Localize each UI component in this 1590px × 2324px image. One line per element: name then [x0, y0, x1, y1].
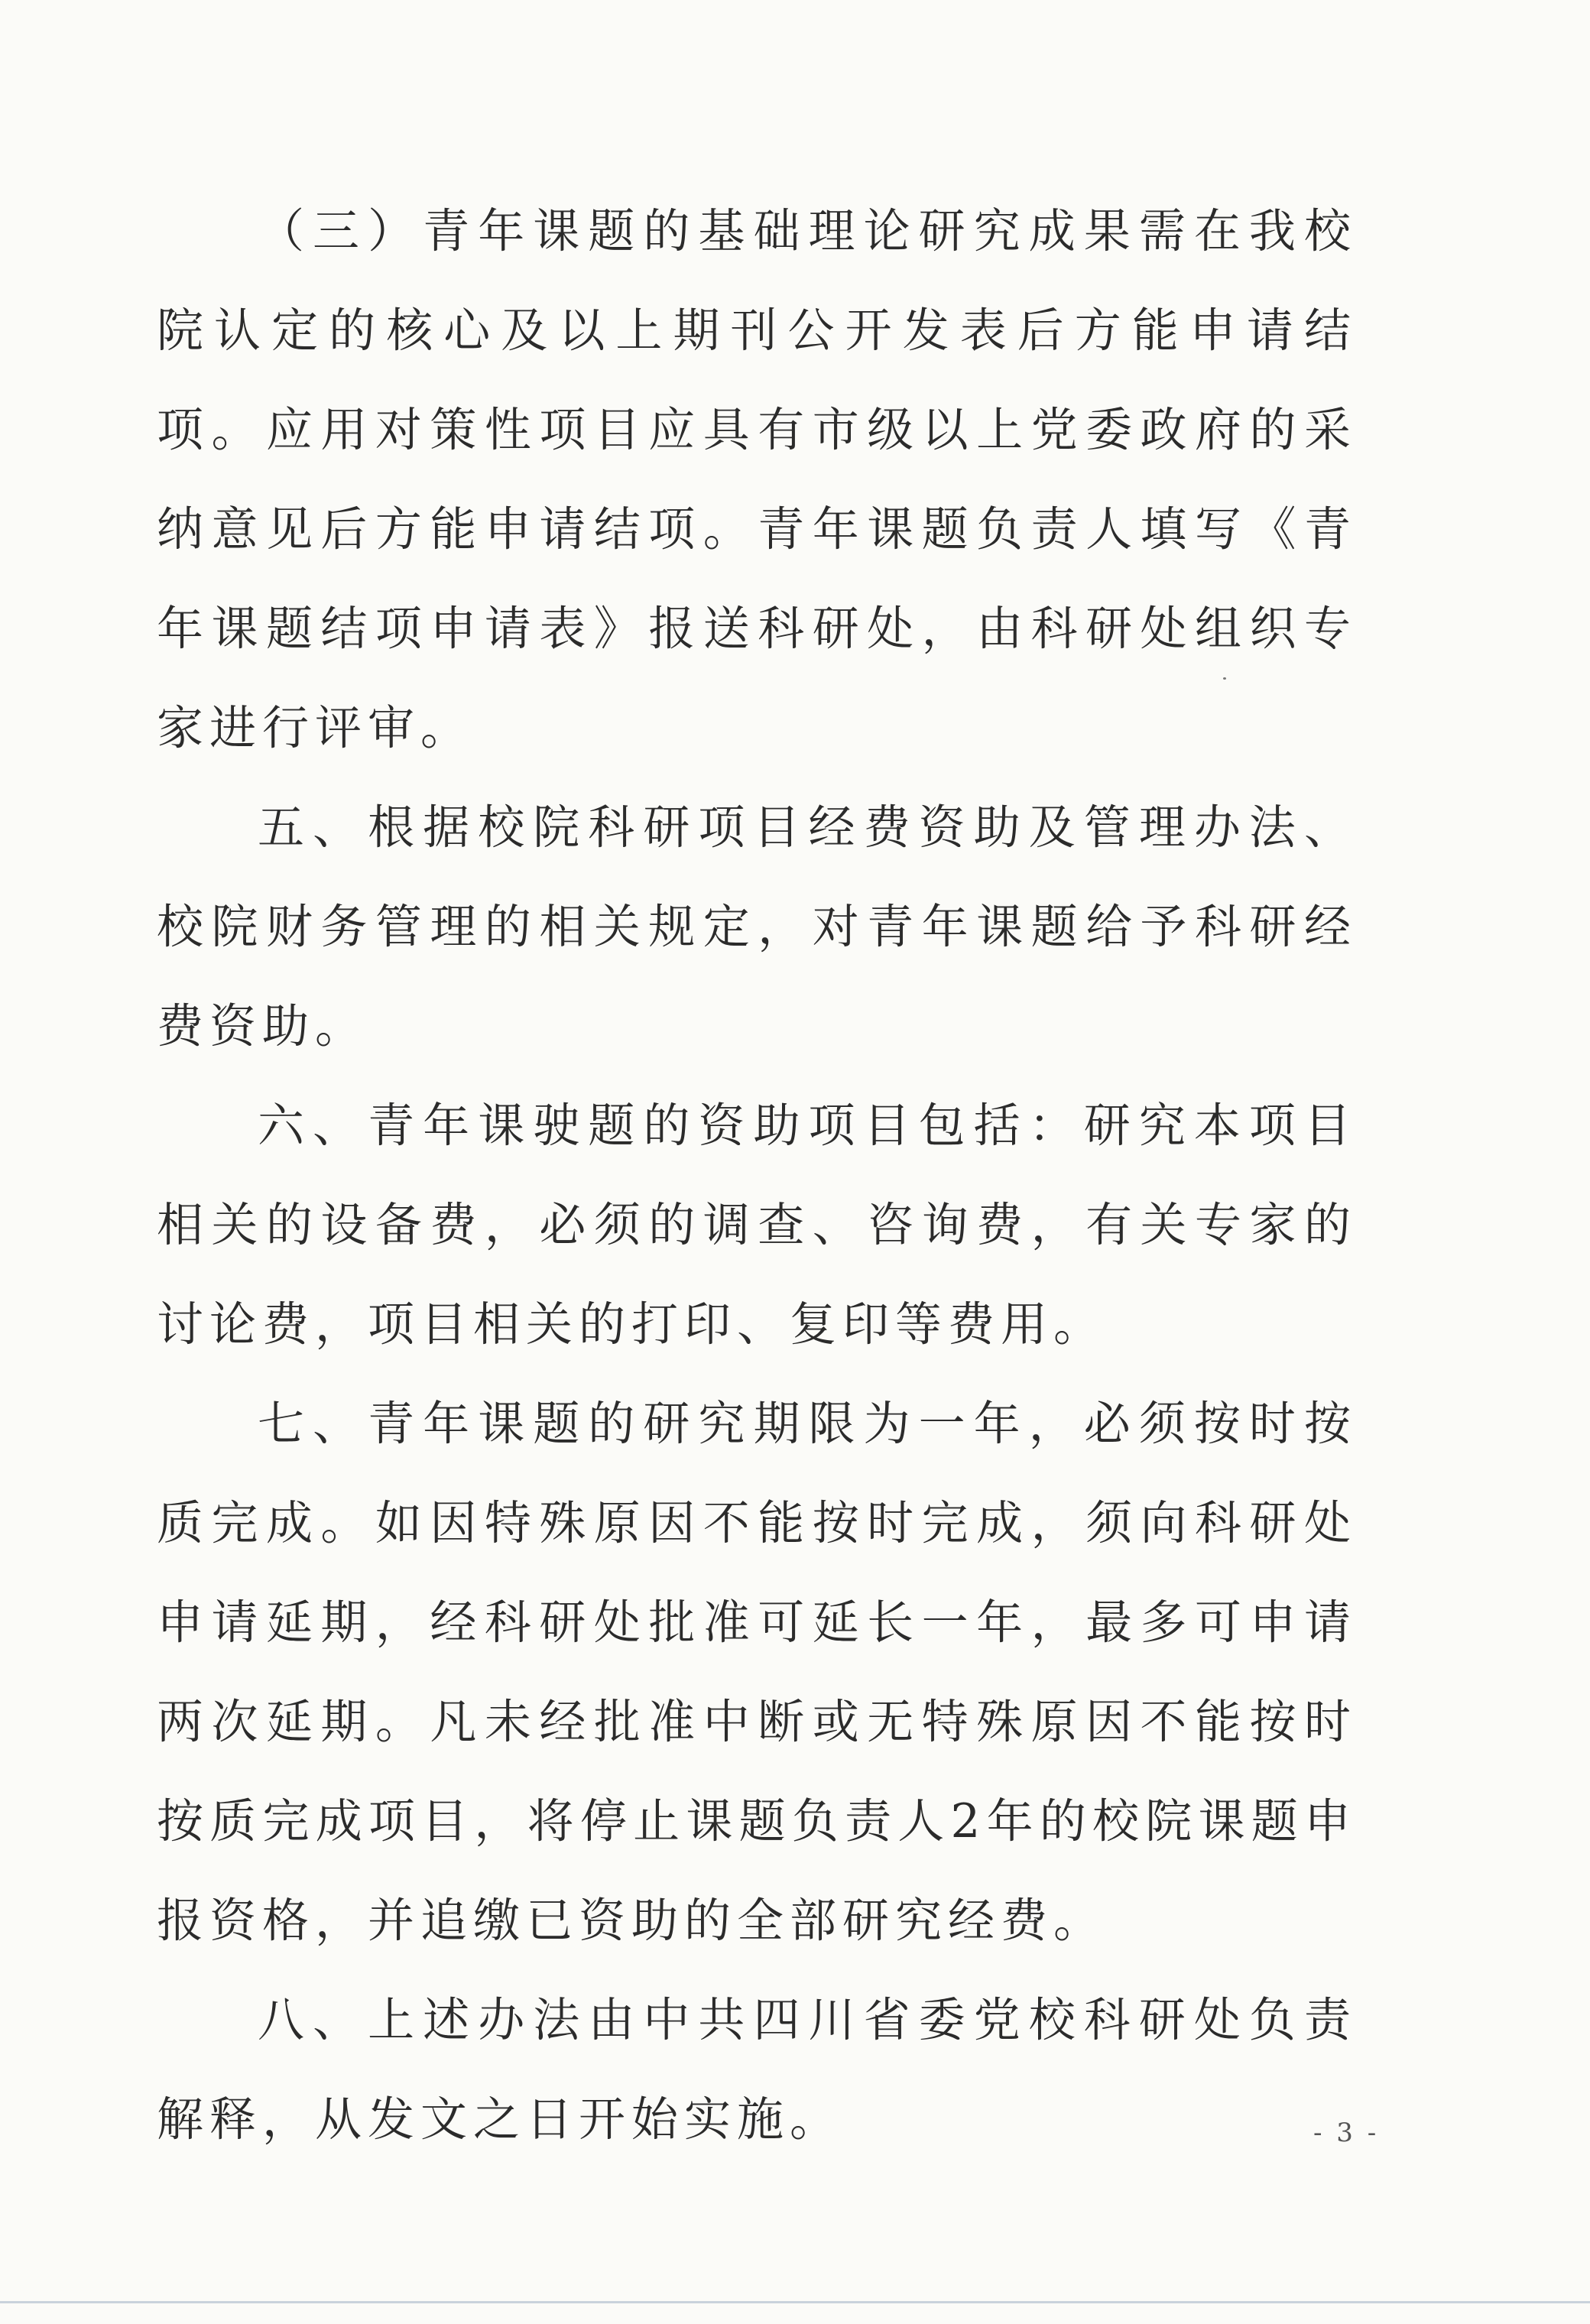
paragraph-section-3: （三）青年课题的基础理论研究成果需在我校院认定的核心及以上期刊公开发表后方能申请结项。应用对策性项目应具有市级以上党委政府的采纳意见后方能申请结项。青年课题负责人填写《青年课题结项申请表》报送科研处，由科研处组织专家进行评审。 [157, 204, 1357, 755]
paragraph-article-5: 五、根据校院科研项目经费资助及管理办法、校院财务管理的相关规定，对青年课题给予科研经费资助。 [157, 800, 1357, 1053]
page-number: - 3 - [1313, 2118, 1380, 2148]
paragraph-article-8: 八、上述办法由中共四川省委党校科研处负责解释，从发文之日开始实施。 [157, 1993, 1357, 2147]
paragraph-article-6: 六、青年课驶题的资助项目包括：研究本项目相关的设备费，必须的调查、咨询费，有关专家的讨论费，项目相关的打印、复印等费用。 [157, 1099, 1357, 1352]
document-body [157, 182, 1357, 2170]
scan-speck [1223, 677, 1226, 680]
paragraph-article-7: 七、青年课题的研究期限为一年，必须按时按质完成。如因特殊原因不能按时完成，须向科研处申请延期，经科研处批准可延长一年，最多可申请两次延期。凡未经批准中断或无特殊原因不能按时按质完成项目，将停止课题负责人2年的校院课题申报资格，并追缴已资助的全部研究经费。 [157, 1397, 1357, 1948]
scan-edge-line [0, 2301, 1590, 2303]
